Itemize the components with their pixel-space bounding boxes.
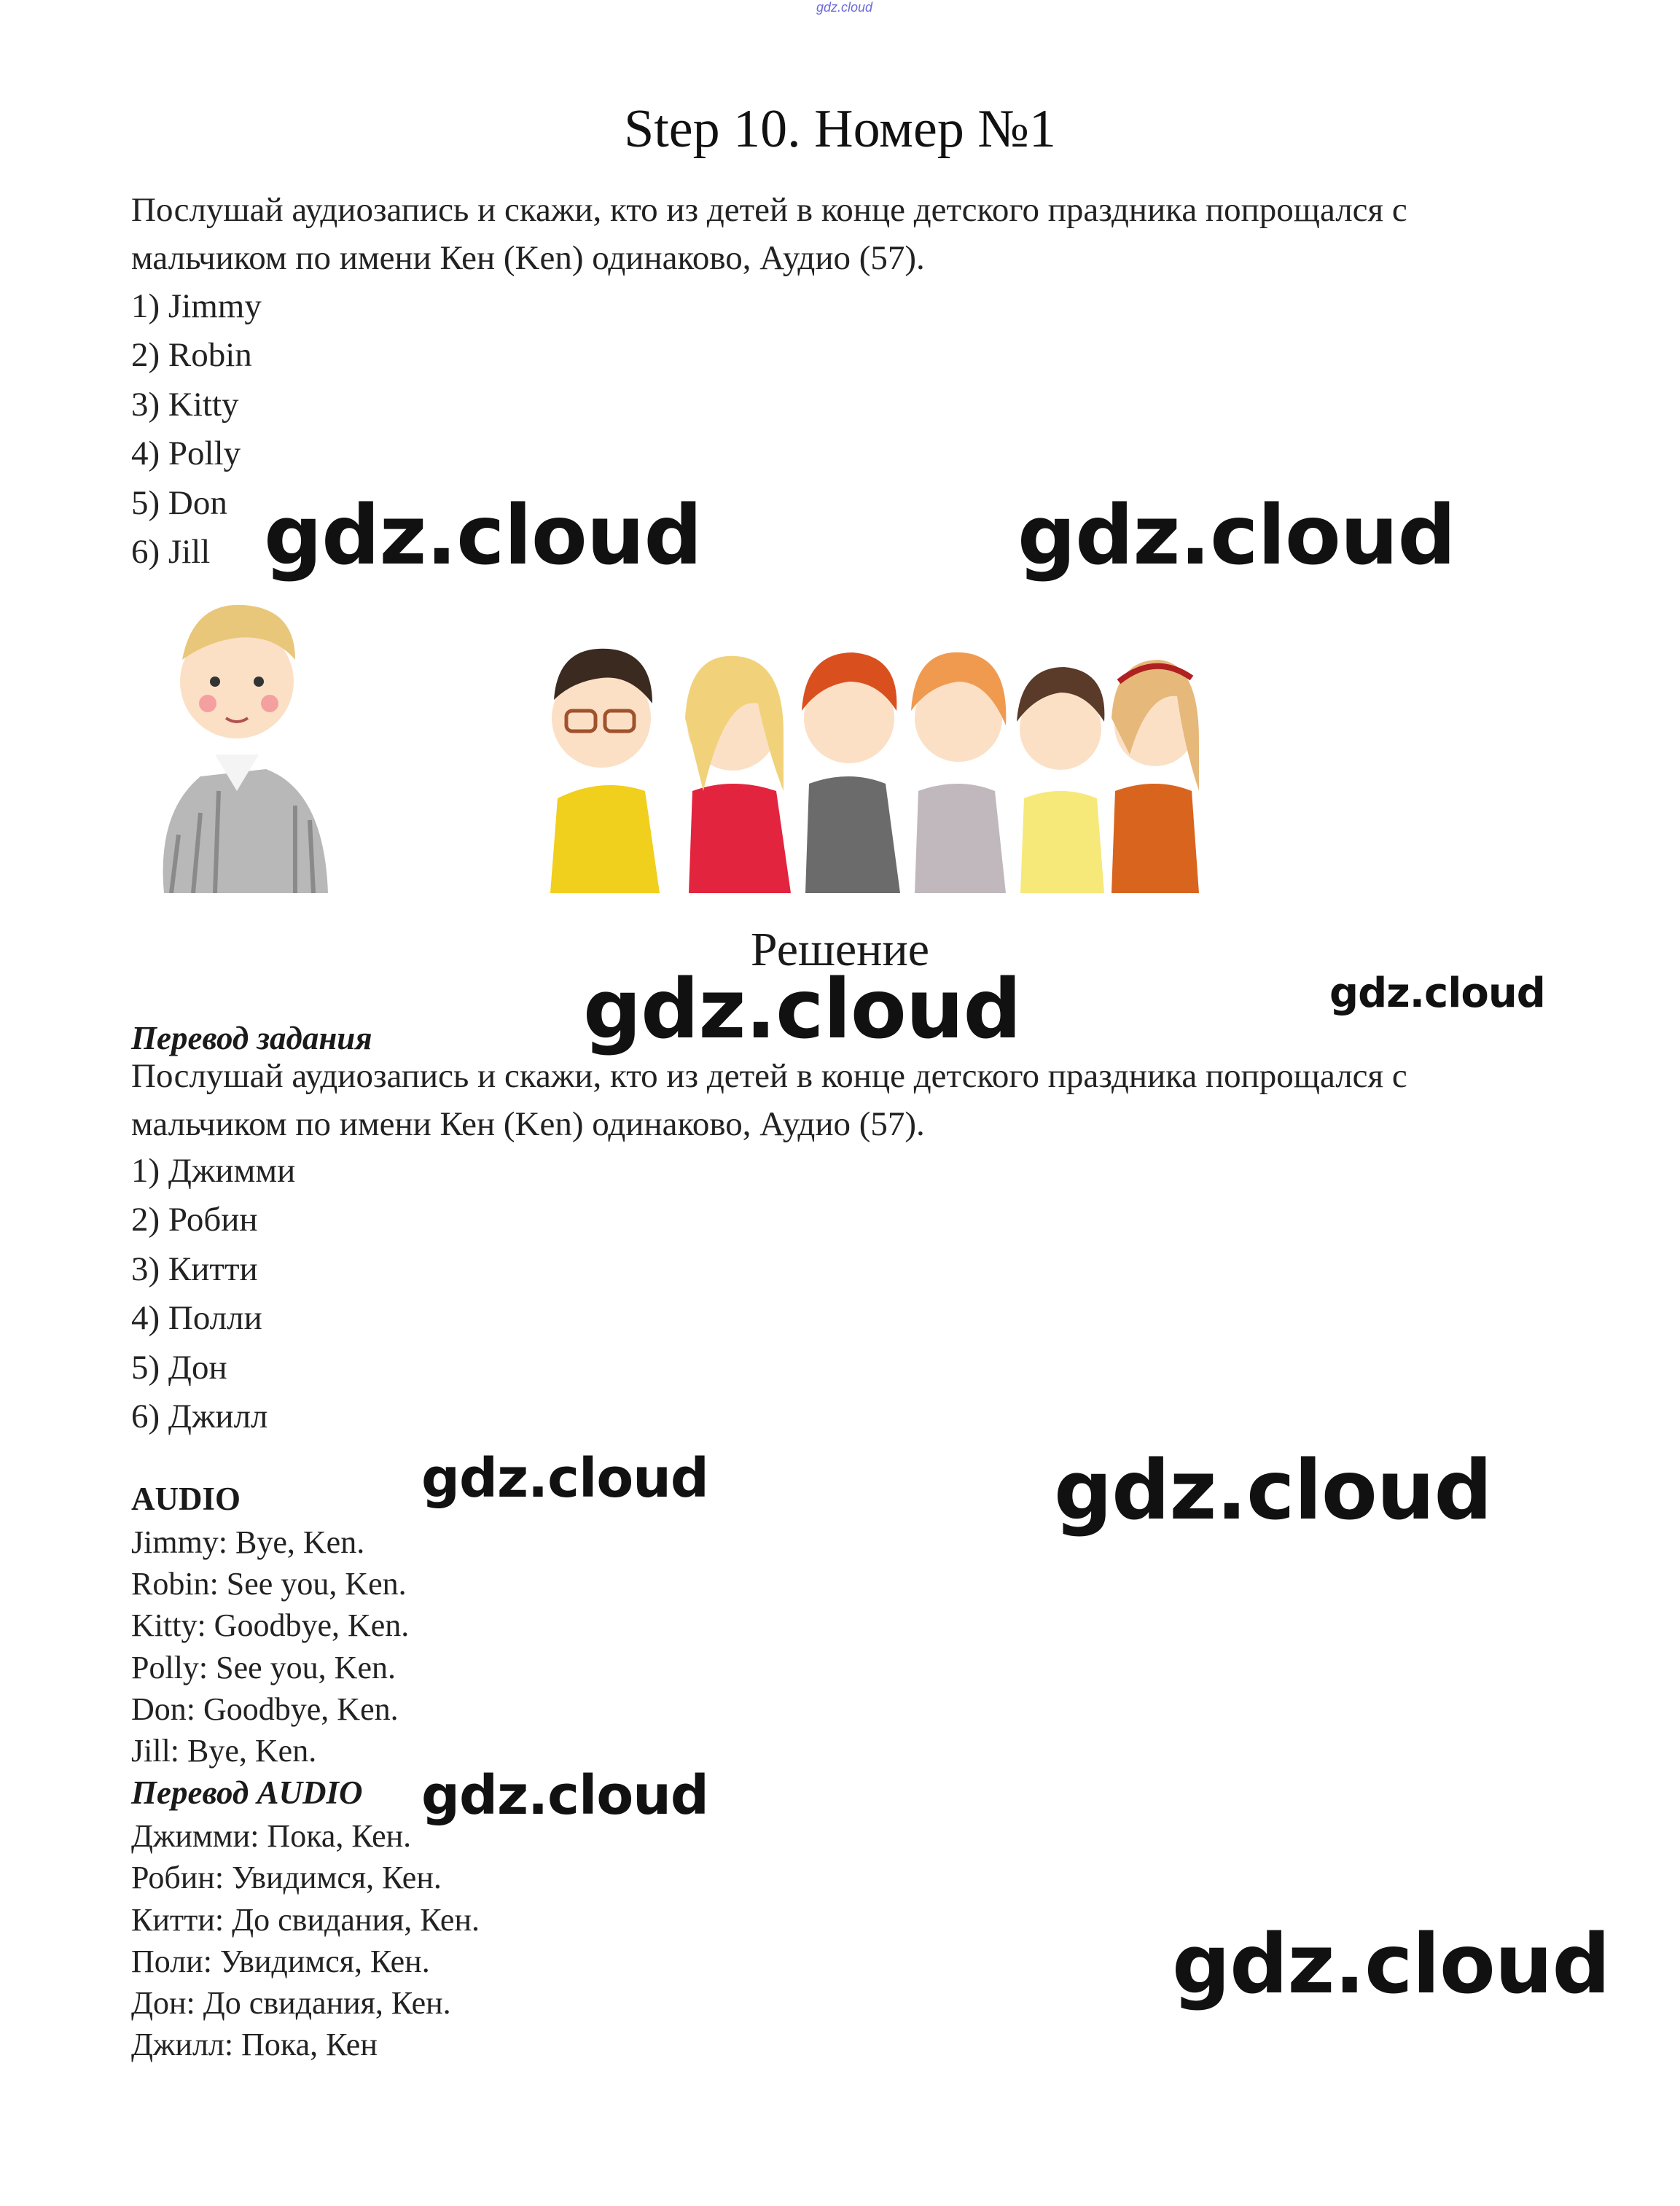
audio-line: Robin: See you, Ken.: [131, 1566, 407, 1602]
audio-translation-line: Поли: Увидимся, Кен.: [131, 1944, 430, 1979]
watermark: gdz.cloud: [1054, 1443, 1492, 1538]
page-title: Step 10. Номер №1: [624, 99, 1056, 159]
audio-translation-line: Робин: Увидимся, Кен.: [131, 1860, 442, 1895]
translation-option-item: 4) Полли: [131, 1299, 262, 1337]
audio-translation-heading: Перевод AUDIO: [131, 1774, 363, 1811]
solution-heading: Решение: [750, 923, 930, 976]
audio-translation-line: Джимми: Пока, Кен.: [131, 1818, 412, 1854]
audio-translation-line: Дон: До свидания, Кен.: [131, 1985, 451, 2021]
boy-ken-figure: [163, 605, 328, 893]
audio-line: Jimmy: Bye, Ken.: [131, 1524, 365, 1560]
option-item: 5) Don: [131, 484, 227, 522]
translation-text-line-1: Послушай аудиозапись и скажи, кто из детей в конце детского праздника попрощался с: [131, 1057, 1407, 1095]
watermark: gdz.cloud: [1172, 1917, 1610, 2012]
option-item: 2) Robin: [131, 336, 252, 374]
group-of-children: [550, 649, 1199, 893]
option-item: 1) Jimmy: [131, 287, 262, 325]
translation-option-item: 3) Китти: [131, 1250, 258, 1288]
audio-line: Kitty: Goodbye, Ken.: [131, 1607, 410, 1643]
watermark: gdz.cloud: [1017, 488, 1456, 583]
translation-option-item: 1) Джимми: [131, 1152, 296, 1190]
option-item: 3) Kitty: [131, 386, 239, 424]
watermark: gdz.cloud: [264, 488, 702, 583]
translation-option-item: 5) Дон: [131, 1349, 227, 1387]
top-watermark: gdz.cloud: [816, 0, 873, 15]
audio-heading: AUDIO: [131, 1481, 241, 1517]
children-illustration: [149, 572, 1257, 893]
task-text-line-2: мальчиком по имени Кен (Ken) одинаково, Аудио (57).: [131, 239, 925, 277]
audio-translation-line: Джилл: Пока, Кен: [131, 2027, 378, 2062]
task-text-line-1: Послушай аудиозапись и скажи, кто из детей в конце детского праздника попрощался с: [131, 191, 1407, 229]
translation-option-item: 6) Джилл: [131, 1398, 268, 1435]
watermark: gdz.cloud: [421, 1764, 708, 1827]
audio-line: Polly: See you, Ken.: [131, 1650, 396, 1685]
translation-option-item: 2) Робин: [131, 1201, 258, 1239]
translation-heading: Перевод задания: [131, 1020, 372, 1056]
audio-line: Jill: Bye, Ken.: [131, 1733, 317, 1769]
audio-translation-line: Китти: До свидания, Кен.: [131, 1902, 480, 1938]
watermark: gdz.cloud: [583, 962, 1021, 1057]
watermark: gdz.cloud: [1329, 970, 1545, 1017]
audio-line: Don: Goodbye, Ken.: [131, 1691, 399, 1727]
option-item: 6) Jill: [131, 533, 211, 571]
option-item: 4) Polly: [131, 434, 241, 472]
watermark: gdz.cloud: [421, 1447, 708, 1510]
translation-text-line-2: мальчиком по имени Кен (Ken) одинаково, Аудио (57).: [131, 1105, 925, 1143]
